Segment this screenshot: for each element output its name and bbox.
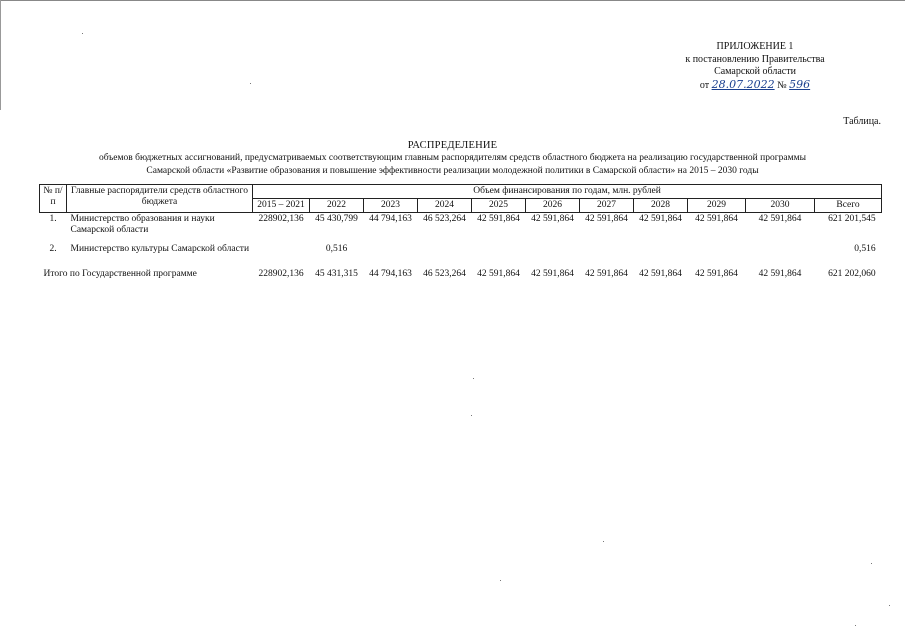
handwritten-number: 596	[789, 77, 811, 91]
total-value: 42 591,864	[585, 269, 628, 279]
row-value	[526, 243, 580, 256]
header-year: 2025	[472, 199, 526, 213]
row-value: 42 591,864	[639, 214, 682, 224]
row-value	[580, 243, 634, 256]
table-row	[40, 243, 882, 256]
row-value	[688, 243, 746, 256]
header-year: 2028	[634, 199, 688, 213]
row-value: 0,516	[325, 244, 348, 254]
header-distributor: Главные распорядители средств областного бюджета	[67, 185, 253, 213]
row-distributor: Министерство образования и науки Самарской области	[70, 214, 215, 235]
subtitle-line1: объемов бюджетных ассигнований, предусматриваемых соответствующим главным распорядителям средств областного бюджета на реализацию государственной программы	[99, 153, 806, 163]
row-value: 46 523,264	[423, 214, 466, 224]
total-value: 46 523,264	[423, 269, 466, 279]
scan-speck	[855, 625, 856, 626]
header-year: 2015 – 2021	[253, 199, 310, 213]
appendix-date-line	[655, 79, 855, 93]
row-value: 228902,136	[258, 214, 304, 224]
scan-speck	[250, 83, 251, 84]
total-value: 42 591,864	[639, 269, 682, 279]
row-num: 1.	[49, 214, 57, 224]
scan-top-edge	[0, 0, 905, 1]
row-value	[634, 243, 688, 256]
header-year: 2027	[580, 199, 634, 213]
table-row	[40, 213, 882, 238]
scan-speck	[889, 605, 890, 606]
header-year: 2029	[688, 199, 746, 213]
row-distributor: Министерство культуры Самарской области	[70, 244, 250, 254]
document-title: РАСПРЕДЕЛЕНИЕ	[407, 140, 498, 151]
header-num: № п/п	[40, 185, 67, 213]
total-value: 42 591,864	[531, 269, 574, 279]
appendix-title: ПРИЛОЖЕНИЕ 1	[716, 41, 794, 52]
total-row	[40, 268, 882, 281]
document-subtitle	[20, 152, 885, 177]
distribution-table	[39, 184, 882, 281]
appendix-line2: Самарской области	[714, 66, 796, 77]
row-num: 2.	[49, 244, 57, 254]
scan-speck	[500, 580, 501, 581]
scan-left-edge	[0, 0, 1, 110]
number-label: №	[777, 79, 787, 91]
subtitle-line2: Самарской области «Развитие образования и повышение эффективности реализации молодежной политики в Самарской области» на 2015 – 2030 годы	[146, 165, 759, 176]
header-year: 2023	[364, 199, 418, 213]
total-value: 44 794,163	[369, 269, 412, 279]
row-value	[253, 243, 310, 256]
total-label: Итого по Государственной программе	[43, 269, 197, 279]
total-value: 42 591,864	[477, 269, 520, 279]
scan-speck	[603, 541, 604, 542]
row-total: 621 201,545	[828, 214, 876, 224]
row-value	[746, 243, 815, 256]
handwritten-date: 28.07.2022	[711, 77, 775, 91]
scan-speck	[471, 415, 472, 416]
row-value: 42 591,864	[695, 214, 738, 224]
row-value: 42 591,864	[585, 214, 628, 224]
row-value: 45 430,799	[315, 214, 358, 224]
total-value: 42 591,864	[758, 269, 802, 279]
scan-speck	[82, 33, 83, 34]
row-value: 42 591,864	[531, 214, 574, 224]
header-funding-group: Объем финансирования по годам, млн. рублей	[253, 185, 882, 199]
row-value	[472, 243, 526, 256]
row-value: 42 591,864	[758, 214, 802, 224]
table-note: Таблица.	[843, 116, 881, 127]
header-year: 2026	[526, 199, 580, 213]
header-year: 2024	[418, 199, 472, 213]
total-value: 45 431,315	[315, 269, 358, 279]
total-grand: 621 202,060	[828, 269, 876, 279]
scan-speck	[473, 378, 474, 379]
row-value	[418, 243, 472, 256]
header-total: Всего	[815, 199, 882, 213]
total-value: 42 591,864	[695, 269, 738, 279]
row-total: 0,516	[854, 244, 876, 254]
row-value: 42 591,864	[477, 214, 520, 224]
row-value: 44 794,163	[369, 214, 412, 224]
appendix-block	[655, 41, 855, 92]
total-value: 228902,136	[258, 269, 304, 279]
header-year: 2030	[746, 199, 815, 213]
row-value	[364, 243, 418, 256]
appendix-line1: к постановлению Правительства	[685, 53, 825, 65]
date-prefix: от	[699, 79, 710, 91]
scan-speck	[871, 563, 872, 564]
header-year: 2022	[310, 199, 364, 213]
